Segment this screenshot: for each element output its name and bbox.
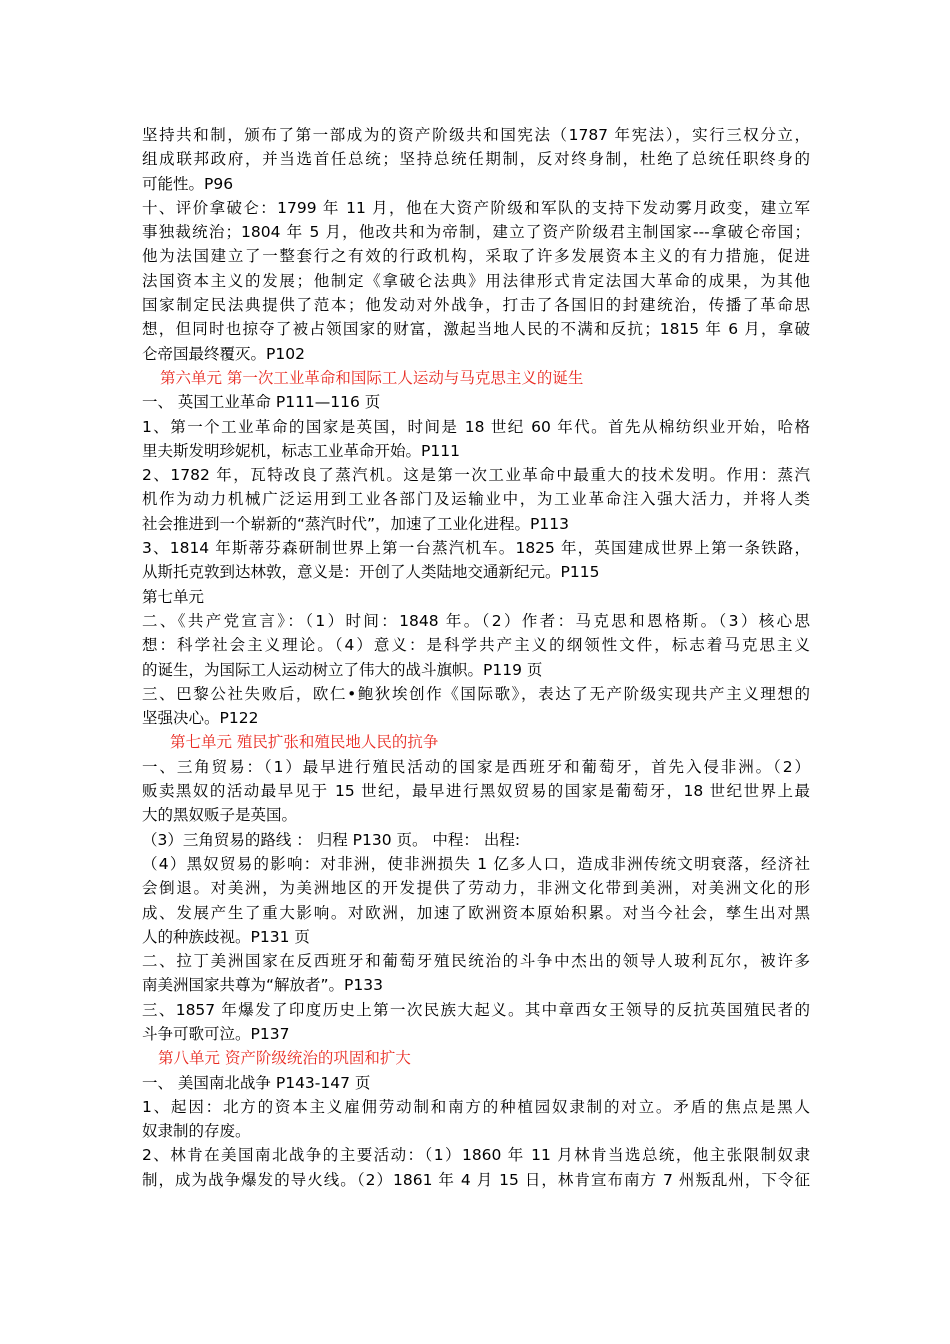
text-line: 一、三角贸易：（1）最早进行殖民活动的国家是西班牙和葡萄牙，首先入侵非洲。（2）	[142, 757, 810, 776]
text-line: 社会推进到一个崭新的“蒸汽时代”，加速了工业化进程。P113	[142, 514, 569, 533]
text-line: 斗争可歌可泣。P137	[142, 1024, 290, 1043]
unit-heading: 第八单元 资产阶级统治的巩固和扩大	[158, 1049, 411, 1068]
text-line: 的诞生，为国际工人运动树立了伟大的战斗旗帜。P119 页	[142, 660, 543, 679]
text-line: 3、1814 年斯蒂芬森研制世界上第一台蒸汽机车。1825 年，英国建成世界上第一条铁路，	[142, 539, 810, 558]
text-line: 坚强决心。P122	[142, 709, 259, 728]
text-line: 2、1782 年，瓦特改良了蒸汽机。这是第一次工业革命中最重大的技术发明。作用：蒸汽	[142, 466, 810, 485]
text-line: 制，成为战争爆发的导火线。（2）1861 年 4 月 15 日，林肯宣布南方 7 州叛乱州，下令征	[142, 1170, 810, 1189]
text-line: 坚持共和制，颁布了第一部成为的资产阶级共和国宪法（1787 年宪法），实行三权分立，	[142, 126, 810, 144]
text-line: 十、评价拿破仑：1799 年 11 月，他在大资产阶级和军队的支持下发动雾月政变，建立军	[142, 198, 810, 217]
text-line: 会倒退。对美洲，为美洲地区的开发提供了劳动力，非洲文化带到美洲，对美洲文化的形	[142, 879, 810, 898]
document-body	[142, 123, 810, 1192]
text-line: 他为法国建立了一整套行之有效的行政机构，采取了许多发展资本主义的有力措施，促进	[142, 247, 810, 266]
text-line: 二、拉丁美洲国家在反西班牙和葡萄牙殖民统治的斗争中杰出的领导人玻利瓦尔，被许多	[142, 952, 810, 971]
unit-heading: 第六单元 第一次工业革命和国际工人运动与马克思主义的诞生	[160, 368, 584, 387]
text-line: 1、第一个工业革命的国家是英国，时间是 18 世纪 60 年代。首先从棉纺织业开始，哈格	[142, 417, 810, 436]
text-line: 2、林肯在美国南北战争的主要活动：（1）1860 年 11 月林肯当选总统，他主张限制奴隶	[142, 1146, 810, 1165]
text-line: （3）三角贸易的路线 ： 归程 P130 页。 中程： 出程:	[142, 830, 521, 849]
text-line: 二、《共产党宣言》：（1）时间：1848 年。（2）作者：马克思和恩格斯。（3）核心思	[142, 611, 810, 630]
unit-heading: 第七单元 殖民扩张和殖民地人民的抗争	[170, 733, 439, 752]
text-line: 三、巴黎公社失败后，欧仁•鲍狄埃创作《国际歌》，表达了无产阶级实现共产主义理想的	[142, 684, 810, 703]
text-line: 机作为动力机械广泛运用到工业各部门及运输业中，为工业革命注入强大活力，并将人类	[142, 490, 810, 509]
text-line: 奴隶制的存废。	[142, 1122, 251, 1141]
text-line: 里夫斯发明珍妮机，标志工业革命开始。P111	[142, 441, 460, 460]
text-line: 一、 英国工业革命 P111—116 页	[142, 393, 381, 412]
text-line: 国家制定民法典提供了范本；他发动对外战争，打击了各国旧的封建统治，传播了革命思	[142, 296, 810, 315]
text-line: 成、发展产生了重大影响。对欧洲，加速了欧洲资本原始积累。对当今社会，孳生出对黑	[142, 903, 810, 922]
text-line: 南美洲国家共尊为“解放者”。P133	[142, 976, 383, 995]
text-line: 仑帝国最终覆灭。P102	[142, 344, 305, 363]
text-line: 想：科学社会主义理论。（4）意义：是科学共产主义的纲领性文件，标志着马克思主义	[142, 636, 810, 655]
text-line: 1、起因：北方的资本主义雇佣劳动制和南方的种植园奴隶制的对立。矛盾的焦点是黑人	[142, 1097, 810, 1116]
text-line: 大的黑奴贩子是英国。	[142, 806, 298, 825]
text-line: 一、 美国南北战争 P143-147 页	[142, 1073, 371, 1092]
text-line: 第七单元	[142, 587, 205, 606]
text-line: 事独裁统治；1804 年 5 月，他改共和为帝制，建立了资产阶级君主制国家---拿破仑帝国；	[142, 223, 810, 242]
text-line: 贩卖黑奴的活动最早见于 15 世纪，最早进行黑奴贸易的国家是葡萄牙，18 世纪世界上最	[142, 782, 810, 801]
text-line: 人的种族歧视。P131 页	[142, 927, 310, 946]
text-line: 法国资本主义的发展；他制定《拿破仑法典》用法律形式肯定法国大革命的成果，为其他	[142, 271, 810, 290]
text-line: 组成联邦政府，并当选首任总统；坚持总统任期制，反对终身制，杜绝了总统任职终身的	[142, 150, 810, 169]
text-line: 想，但同时也掠夺了被占领国家的财富，激起当地人民的不满和反抗；1815 年 6 月，拿破	[142, 320, 810, 339]
text-line: 可能性。P96	[142, 174, 234, 193]
text-line: （4）黑奴贸易的影响：对非洲，使非洲损失 1 亿多人口，造成非洲传统文明衰落，经济社	[142, 854, 810, 873]
text-line: 三、1857 年爆发了印度历史上第一次民族大起义。其中章西女王领导的反抗英国殖民者的	[142, 1000, 810, 1019]
text-line: 从斯托克敦到达林敦，意义是：开创了人类陆地交通新纪元。P115	[142, 563, 600, 582]
